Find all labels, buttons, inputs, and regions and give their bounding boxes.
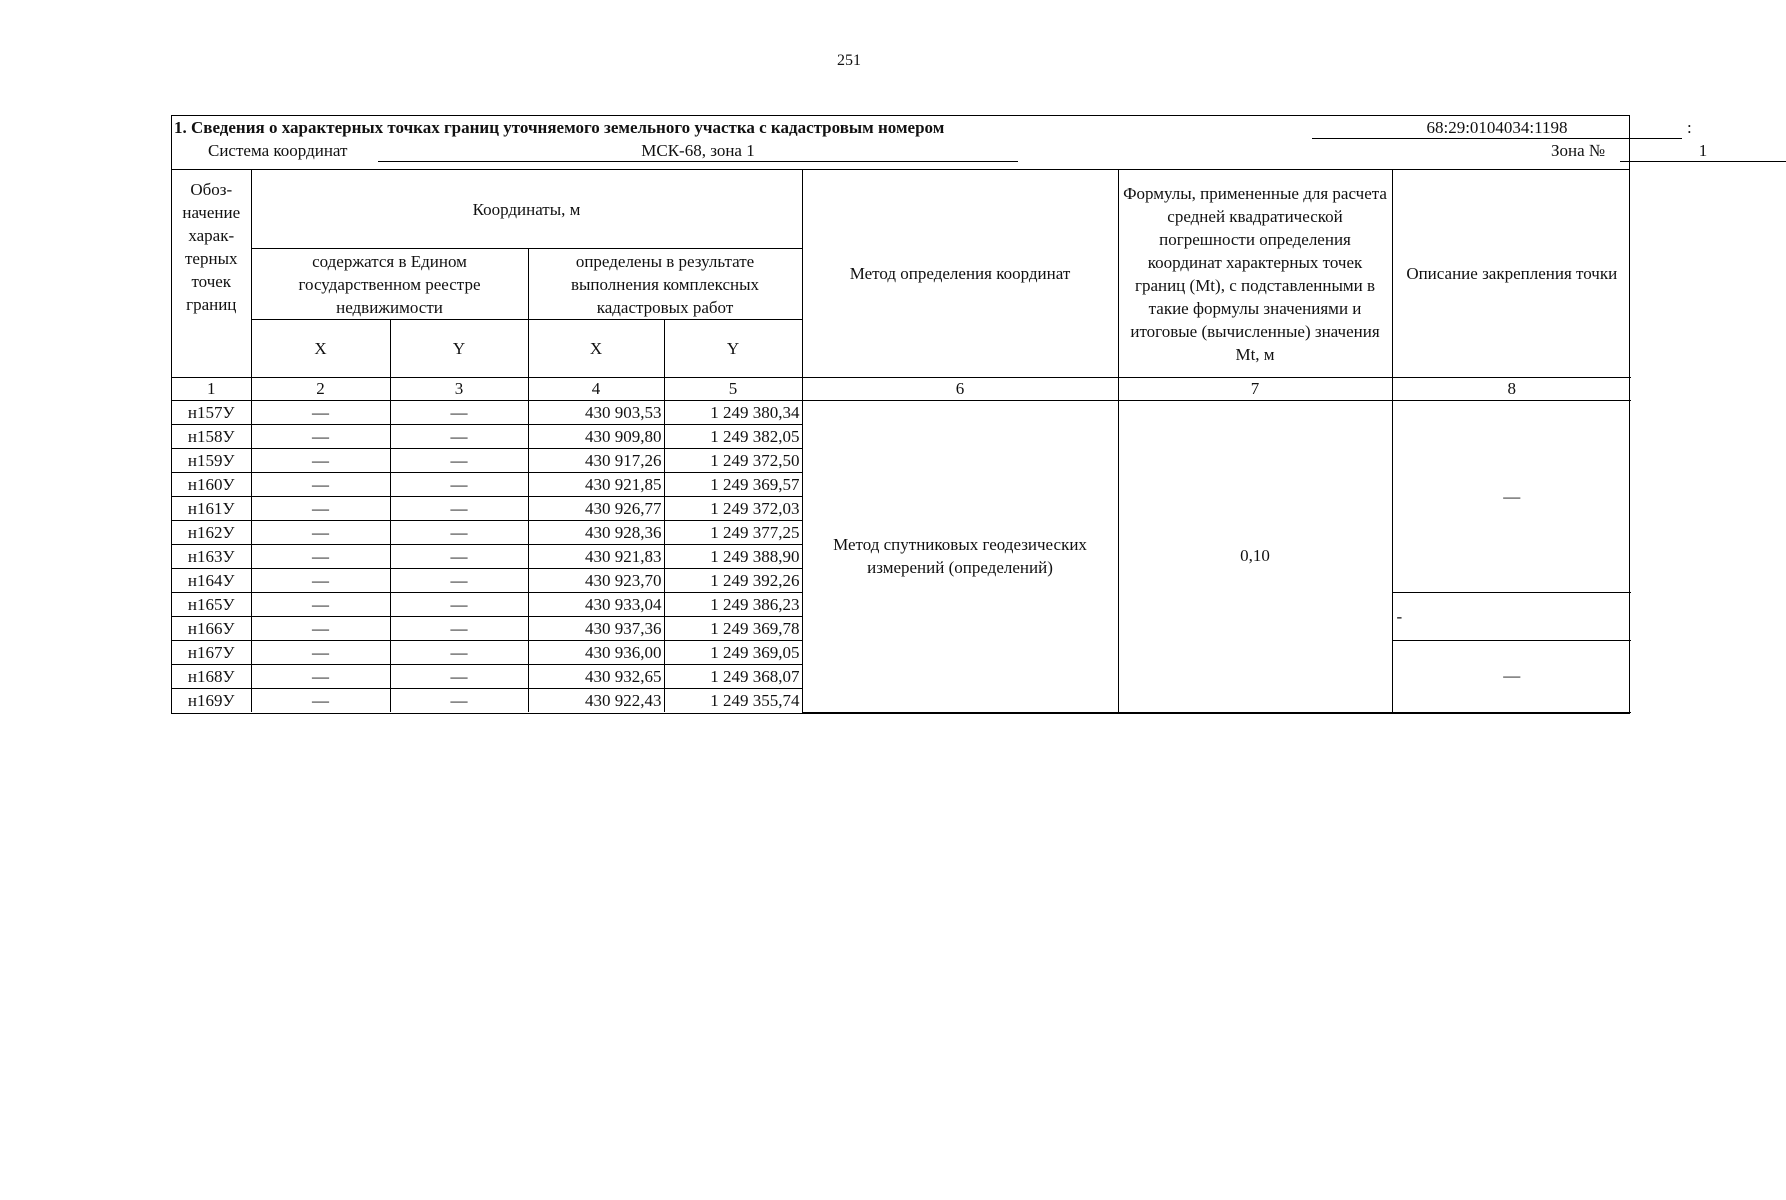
mt-value-cell: 0,10 [1118,401,1392,713]
y-coordinate: 1 249 355,74 [664,689,802,713]
x-egrn: — [251,401,390,425]
y-egrn: — [390,449,528,473]
column-number: 5 [664,378,802,401]
fixing-description: — [1392,641,1631,713]
x-coordinate: 430 909,80 [528,425,664,449]
zone-value: 1 [1620,140,1786,162]
coordinate-system-label: Система координат [208,141,348,160]
column-number: 2 [251,378,390,401]
point-designation: н158У [172,425,251,449]
x-coordinate: 430 922,43 [528,689,664,713]
table-row [172,401,1631,425]
point-designation: н166У [172,617,251,641]
x-coordinate: 430 926,77 [528,497,664,521]
y-egrn: — [390,521,528,545]
point-designation: н167У [172,641,251,665]
y-egrn: — [390,617,528,641]
x-egrn: — [251,593,390,617]
cadastral-suffix: : [1687,118,1692,137]
x-egrn: — [251,545,390,569]
x-egrn: — [251,665,390,689]
y-egrn: — [390,401,528,425]
x-coordinate: 430 937,36 [528,617,664,641]
column-number: 1 [172,378,251,401]
y-coordinate: 1 249 386,23 [664,593,802,617]
y-egrn: — [390,593,528,617]
point-designation: н168У [172,665,251,689]
header-y-complex: Y [664,320,802,378]
y-coordinate: 1 249 369,78 [664,617,802,641]
header-formulas: Формулы, примененные для расчета средней квадратической погрешности определения координат характерных точек границ (Mt), с подставленными в такие формулы значениями и итоговые (вычисленные) значения Mt, м [1118,170,1392,378]
y-coordinate: 1 249 377,25 [664,521,802,545]
point-designation: н160У [172,473,251,497]
y-egrn: — [390,689,528,713]
y-coordinate: 1 249 382,05 [664,425,802,449]
x-egrn: — [251,449,390,473]
y-coordinate: 1 249 372,50 [664,449,802,473]
points-document [171,115,1708,714]
y-egrn: — [390,641,528,665]
y-coordinate: 1 249 392,26 [664,569,802,593]
point-designation: н165У [172,593,251,617]
y-coordinate: 1 249 369,57 [664,473,802,497]
header-fixing: Описание закрепления точки [1392,170,1631,378]
point-designation: н163У [172,545,251,569]
y-egrn: — [390,569,528,593]
y-coordinate: 1 249 369,05 [664,641,802,665]
y-coordinate: 1 249 380,34 [664,401,802,425]
x-coordinate: 430 936,00 [528,641,664,665]
header-complex-works: определены в результате выполнения комплексных кадастровых работ [528,249,802,320]
document-header [172,116,1708,170]
point-designation: н157У [172,401,251,425]
y-egrn: — [390,665,528,689]
x-coordinate: 430 932,65 [528,665,664,689]
y-egrn: — [390,545,528,569]
column-number-row [172,378,1631,401]
header-method: Метод определения координат [802,170,1118,378]
section-title: 1. Сведения о характерных точках границ уточняемого земельного участка с кадастровым номером [174,118,945,137]
y-egrn: — [390,425,528,449]
column-number: 4 [528,378,664,401]
fixing-description: — [1392,401,1631,593]
y-coordinate: 1 249 388,90 [664,545,802,569]
cadastral-number: 68:29:0104034:1198 [1312,117,1682,139]
x-egrn: — [251,617,390,641]
x-coordinate: 430 921,83 [528,545,664,569]
point-designation: н159У [172,449,251,473]
y-egrn: — [390,497,528,521]
point-designation: н162У [172,521,251,545]
x-coordinate: 430 903,53 [528,401,664,425]
x-egrn: — [251,497,390,521]
column-number: 7 [1118,378,1392,401]
x-egrn: — [251,689,390,713]
characteristic-points-table [172,170,1631,713]
point-designation: н164У [172,569,251,593]
y-coordinate: 1 249 372,03 [664,497,802,521]
point-designation: н161У [172,497,251,521]
x-egrn: — [251,425,390,449]
x-egrn: — [251,641,390,665]
column-number: 8 [1392,378,1631,401]
x-egrn: — [251,473,390,497]
column-number: 6 [802,378,1118,401]
method-cell: Метод спутниковых геодезических измерений (определений) [802,401,1118,713]
header-y-egrn: Y [390,320,528,378]
header-coordinates: Координаты, м [251,170,802,249]
header-egrn: содержатся в Едином государственном реестре недвижимости [251,249,528,320]
page-number: 251 [837,52,861,69]
x-coordinate: 430 923,70 [528,569,664,593]
x-egrn: — [251,521,390,545]
zone-label: Зона № [1551,141,1606,160]
x-egrn: — [251,569,390,593]
coordinate-system-value: МСК-68, зона 1 [378,140,1018,162]
header-designation: Обоз-начение харак-терных точек границ [172,170,251,378]
x-coordinate: 430 933,04 [528,593,664,617]
x-coordinate: 430 917,26 [528,449,664,473]
header-x-egrn: X [251,320,390,378]
point-designation: н169У [172,689,251,713]
fixing-description: - [1392,593,1631,641]
x-coordinate: 430 921,85 [528,473,664,497]
x-coordinate: 430 928,36 [528,521,664,545]
y-coordinate: 1 249 368,07 [664,665,802,689]
header-x-complex: X [528,320,664,378]
column-number: 3 [390,378,528,401]
y-egrn: — [390,473,528,497]
